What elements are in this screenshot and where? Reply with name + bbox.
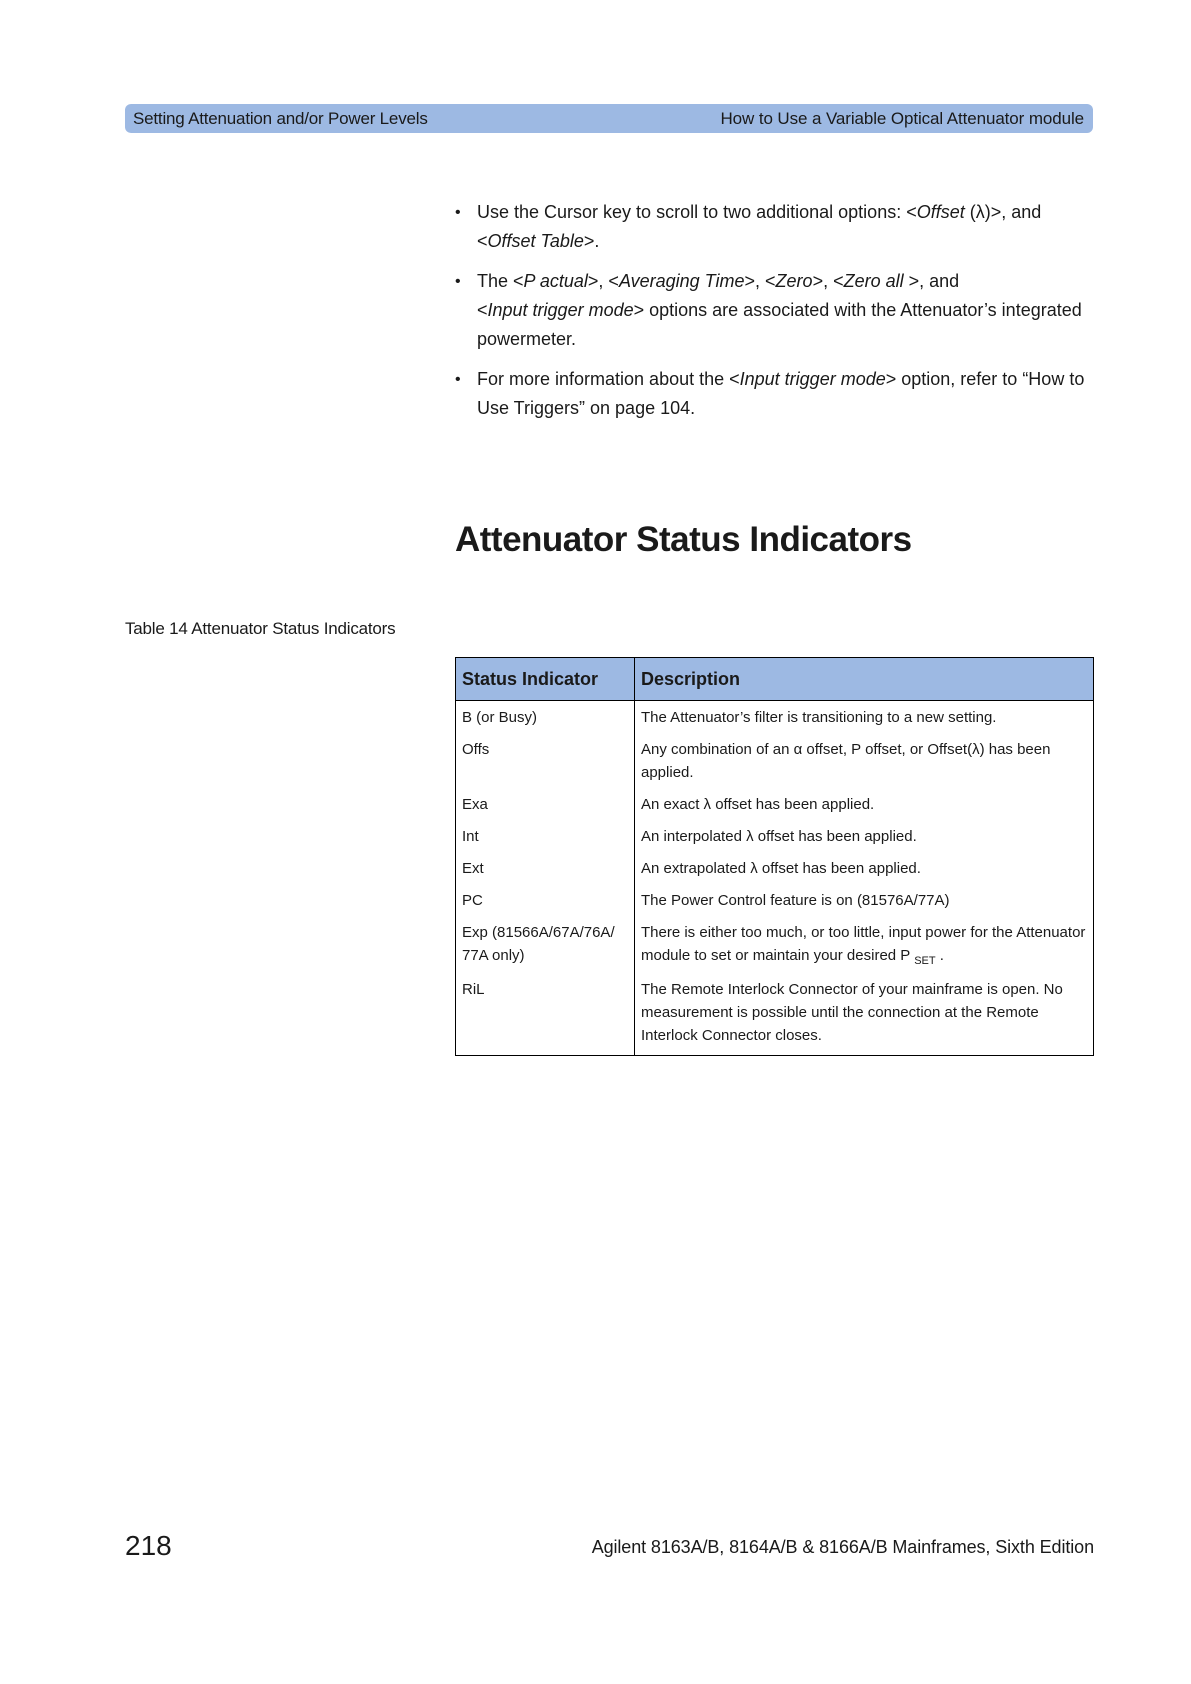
bullet-italic: Input trigger mode [739, 369, 886, 389]
bullet-item [455, 198, 1095, 256]
footer-publication-title: Agilent 8163A/B, 8164A/B & 8166A/B Mainframes, Sixth Edition [591, 1537, 1094, 1557]
table-row [456, 854, 1094, 886]
description-cell: The Remote Interlock Connector of your mainframe is open. No measurement is possible until the connection at the Remote Interlock Connector closes. [635, 975, 1094, 1056]
indicator-cell: Ext [456, 854, 635, 886]
bullet-icon: • [455, 371, 461, 388]
indicator-cell: RiL [456, 975, 635, 1056]
indicator-cell: Int [456, 822, 635, 854]
bullet-item [455, 267, 1095, 354]
bullet-text: > option, refer to “How to Use Triggers” on page 104. [477, 369, 1085, 418]
bullet-text: < [477, 300, 488, 320]
bullet-icon: • [455, 204, 461, 221]
description-text: There is either too much, or too little, input power for the Attenuator module to set or maintain your desired P [641, 924, 1086, 964]
description-cell: The Attenuator’s filter is transitioning to a new setting. [635, 701, 1094, 736]
bullet-text: For more information about the < [477, 369, 740, 389]
bullet-item [455, 365, 1095, 423]
bullet-text: >, and [908, 271, 960, 291]
indicator-cell: B (or Busy) [456, 701, 635, 736]
table-row [456, 886, 1094, 918]
indicator-cell: PC [456, 886, 635, 918]
subscript-text: SET [914, 955, 936, 967]
description-cell: An interpolated λ offset has been applied. [635, 822, 1094, 854]
bullet-text: >, < [587, 271, 619, 291]
bullet-text: < [477, 231, 488, 251]
bullet-italic: Input trigger mode [487, 300, 634, 320]
bullet-italic: Offset [916, 202, 965, 222]
description-cell [635, 918, 1094, 975]
description-cell: An exact λ offset has been applied. [635, 790, 1094, 822]
bullet-text: >, < [812, 271, 844, 291]
header-section-title: How to Use a Variable Optical Attenuator module [720, 108, 1084, 128]
bullet-text: >. [583, 231, 600, 251]
bullet-text: (λ)>, and [964, 202, 1042, 222]
bullet-italic: Zero [775, 271, 813, 291]
bullet-text: > options are associated with the Attenuator’s integrated powermeter. [477, 300, 1082, 349]
column-header-description: Description [635, 658, 1094, 701]
bullet-text: Use the Cursor key to scroll to two additional options: < [477, 202, 917, 222]
description-cell: Any combination of an α offset, P offset, or Offset(λ) has been applied. [635, 735, 1094, 790]
indicator-cell: Offs [456, 735, 635, 790]
bullet-italic: P actual [523, 271, 588, 291]
bullet-list [455, 198, 1095, 434]
page-number: 218 [125, 1530, 172, 1561]
table-row [456, 790, 1094, 822]
status-indicator-table [455, 657, 1094, 1056]
table-row [456, 701, 1094, 736]
column-header-status-indicator: Status Indicator [456, 658, 635, 701]
section-title: Attenuator Status Indicators [455, 520, 912, 559]
table-row [456, 975, 1094, 1056]
table-row [456, 822, 1094, 854]
bullet-italic: Zero all [843, 271, 909, 291]
bullet-text: >, < [744, 271, 776, 291]
table-header-row [456, 658, 1094, 701]
bullet-text: The < [477, 271, 524, 291]
description-cell: An extrapolated λ offset has been applied. [635, 854, 1094, 886]
table-row [456, 918, 1094, 975]
table-row [456, 735, 1094, 790]
header-chapter-title: Setting Attenuation and/or Power Levels [133, 108, 428, 128]
indicator-cell: Exa [456, 790, 635, 822]
description-tail: . [935, 947, 944, 964]
table-caption: Table 14 Attenuator Status Indicators [125, 619, 396, 638]
bullet-italic: Averaging Time [618, 271, 745, 291]
bullet-italic: Offset Table [487, 231, 584, 251]
bullet-icon: • [455, 273, 461, 290]
indicator-cell: Exp (81566A/67A/76A/ 77A only) [456, 918, 635, 975]
description-cell: The Power Control feature is on (81576A/77A) [635, 886, 1094, 918]
running-header [125, 104, 1093, 133]
